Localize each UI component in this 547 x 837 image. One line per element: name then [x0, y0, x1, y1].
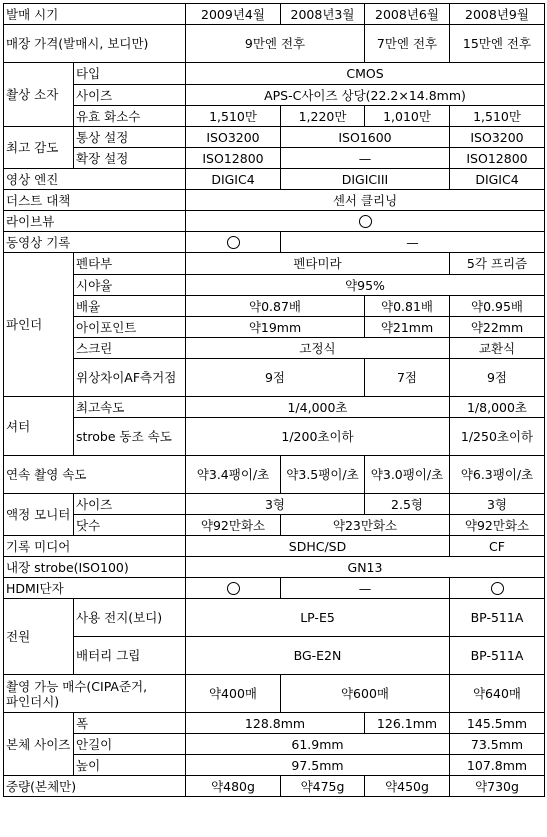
table-cell: 7만엔 전후	[365, 25, 450, 63]
row-label: 라이브뷰	[4, 211, 186, 232]
finder-mag-row	[4, 296, 545, 317]
table-cell: 약92만화소	[186, 515, 281, 536]
liveview-row	[4, 211, 545, 232]
circle-mark-icon	[491, 582, 504, 595]
row-label: 촬영 가능 매수(CIPA준거, 파인더시)	[4, 675, 186, 713]
row-label: 확장 설정	[74, 148, 186, 169]
body-width-row	[4, 713, 545, 734]
shutter-sync-row	[4, 418, 545, 456]
table-cell: 107.8mm	[450, 755, 545, 776]
row-label: 매장 가격(발매시, 보디만)	[4, 25, 186, 63]
table-cell: APS-C사이즈 상당(22.2×14.8mm)	[186, 85, 545, 106]
price-row	[4, 25, 545, 63]
power-grip-row	[4, 637, 545, 675]
body-height-row	[4, 755, 545, 776]
table-cell: 1/200초이하	[186, 418, 450, 456]
table-cell	[186, 211, 545, 232]
table-cell: 61.9mm	[186, 734, 450, 755]
table-cell	[186, 232, 281, 253]
table-cell: BP-511A	[450, 599, 545, 637]
group-label: 셔터	[4, 397, 74, 456]
strobe-row	[4, 557, 545, 578]
table-cell: BG-E2N	[186, 637, 450, 675]
table-cell: 약3.4팽이/초	[186, 456, 281, 494]
spec-table-container	[3, 3, 545, 797]
table-cell: 약92만화소	[450, 515, 545, 536]
circle-mark-icon	[227, 582, 240, 595]
table-cell: ISO12800	[186, 148, 281, 169]
table-cell: 3형	[186, 494, 365, 515]
group-label: 본체 사이즈	[4, 713, 74, 776]
table-cell: 약400매	[186, 675, 281, 713]
burst-row	[4, 456, 545, 494]
table-cell: BP-511A	[450, 637, 545, 675]
finder-screen-row	[4, 338, 545, 359]
row-label: 사용 전지(보디)	[74, 599, 186, 637]
row-label: 아이포인트	[74, 317, 186, 338]
media-row	[4, 536, 545, 557]
table-cell: 약640매	[450, 675, 545, 713]
header-cell: 2009년4월	[186, 4, 281, 25]
table-cell: —	[281, 232, 545, 253]
table-cell: 교환식	[450, 338, 545, 359]
row-label: 기록 미디어	[4, 536, 186, 557]
table-cell: 126.1mm	[365, 713, 450, 734]
table-cell: 약0.87배	[186, 296, 365, 317]
table-cell: 5각 프리즘	[450, 253, 545, 275]
table-cell: 약95%	[186, 275, 545, 296]
table-cell: 97.5mm	[186, 755, 450, 776]
table-cell: ISO1600	[281, 127, 450, 148]
row-label: 사이즈	[74, 85, 186, 106]
row-label: 최고속도	[74, 397, 186, 418]
table-cell: LP-E5	[186, 599, 450, 637]
row-label: 펜타부	[74, 253, 186, 275]
row-label: 타입	[74, 63, 186, 85]
table-cell: 2.5형	[365, 494, 450, 515]
sensor-pixels-row	[4, 106, 545, 127]
table-cell: DIGIC4	[450, 169, 545, 190]
table-cell: 센서 클리닝	[186, 190, 545, 211]
row-label: 동영상 기록	[4, 232, 186, 253]
table-cell: 145.5mm	[450, 713, 545, 734]
circle-mark-icon	[227, 236, 240, 249]
sensor-size-row	[4, 85, 545, 106]
iso-ext-row	[4, 148, 545, 169]
group-label: 전원	[4, 599, 74, 675]
body-depth-row	[4, 734, 545, 755]
table-cell: 약19mm	[186, 317, 365, 338]
circle-mark-icon	[359, 215, 372, 228]
dust-row	[4, 190, 545, 211]
finder-coverage-row	[4, 275, 545, 296]
engine-row	[4, 169, 545, 190]
table-cell: 73.5mm	[450, 734, 545, 755]
sensor-type-row	[4, 63, 545, 85]
header-cell: 2008년9월	[450, 4, 545, 25]
table-cell: 약600매	[281, 675, 450, 713]
row-label: 스크린	[74, 338, 186, 359]
table-cell: 3형	[450, 494, 545, 515]
finder-prism-row	[4, 253, 545, 275]
table-cell: SDHC/SD	[186, 536, 450, 557]
table-cell: 약450g	[365, 776, 450, 797]
table-cell: 고정식	[186, 338, 450, 359]
table-cell: 약22mm	[450, 317, 545, 338]
table-cell	[186, 578, 281, 599]
hdmi-row	[4, 578, 545, 599]
table-cell: 9점	[186, 359, 365, 397]
table-cell: 7점	[365, 359, 450, 397]
row-label: 유효 화소수	[74, 106, 186, 127]
row-label: 위상차이AF측거점	[74, 359, 186, 397]
table-cell: 128.8mm	[186, 713, 365, 734]
lcd-dots-row	[4, 515, 545, 536]
group-label: 최고 감도	[4, 127, 74, 169]
finder-eyepoint-row	[4, 317, 545, 338]
row-label: HDMI단자	[4, 578, 186, 599]
table-cell: 1,510만	[450, 106, 545, 127]
table-cell: 약21mm	[365, 317, 450, 338]
shutter-max-row	[4, 397, 545, 418]
table-cell: 9점	[450, 359, 545, 397]
table-cell: 약0.95배	[450, 296, 545, 317]
header-label: 발매 시기	[4, 4, 186, 25]
table-cell: 9만엔 전후	[186, 25, 365, 63]
group-label: 액정 모니터	[4, 494, 74, 536]
table-cell: 1/4,000초	[186, 397, 450, 418]
movie-row	[4, 232, 545, 253]
table-cell: 약3.0팽이/초	[365, 456, 450, 494]
table-cell: 1,510만	[186, 106, 281, 127]
table-cell: ISO3200	[450, 127, 545, 148]
row-label: 사이즈	[74, 494, 186, 515]
table-cell: 약6.3팽이/초	[450, 456, 545, 494]
row-label: 중량(본체만)	[4, 776, 186, 797]
header-cell: 2008년3월	[281, 4, 365, 25]
table-cell: —	[281, 578, 450, 599]
table-cell: ISO12800	[450, 148, 545, 169]
table-cell: 약3.5팽이/초	[281, 456, 365, 494]
row-label: 폭	[74, 713, 186, 734]
row-label: 배터리 그립	[74, 637, 186, 675]
row-label: 더스트 대책	[4, 190, 186, 211]
row-label: 안길이	[74, 734, 186, 755]
lcd-size-row	[4, 494, 545, 515]
group-label: 촬상 소자	[4, 63, 74, 127]
table-cell: DIGICIII	[281, 169, 450, 190]
group-label: 파인더	[4, 253, 74, 397]
row-label: 닷수	[74, 515, 186, 536]
table-cell: 약730g	[450, 776, 545, 797]
table-cell: 약480g	[186, 776, 281, 797]
table-cell: 약23만화소	[281, 515, 450, 536]
table-cell: 1,010만	[365, 106, 450, 127]
row-label: 통상 설정	[74, 127, 186, 148]
table-cell: ISO3200	[186, 127, 281, 148]
table-cell: CMOS	[186, 63, 545, 85]
table-cell: 약475g	[281, 776, 365, 797]
table-cell: 펜타미라	[186, 253, 450, 275]
camera-spec-table	[3, 3, 545, 797]
row-label: 시야율	[74, 275, 186, 296]
row-label: 영상 엔진	[4, 169, 186, 190]
table-cell: —	[281, 148, 450, 169]
table-cell: 약0.81배	[365, 296, 450, 317]
table-cell: GN13	[186, 557, 545, 578]
row-label: 배율	[74, 296, 186, 317]
finder-af-row	[4, 359, 545, 397]
table-cell: 15만엔 전후	[450, 25, 545, 63]
table-cell: 1/8,000초	[450, 397, 545, 418]
table-cell	[450, 578, 545, 599]
shots-row	[4, 675, 545, 713]
header-row	[4, 4, 545, 25]
table-cell: CF	[450, 536, 545, 557]
table-cell: DIGIC4	[186, 169, 281, 190]
table-cell: 1/250초이하	[450, 418, 545, 456]
row-label: strobe 동조 속도	[74, 418, 186, 456]
weight-row	[4, 776, 545, 797]
header-cell: 2008년6월	[365, 4, 450, 25]
row-label: 연속 촬영 속도	[4, 456, 186, 494]
row-label: 내장 strobe(ISO100)	[4, 557, 186, 578]
iso-normal-row	[4, 127, 545, 148]
table-cell: 1,220만	[281, 106, 365, 127]
power-battery-row	[4, 599, 545, 637]
row-label: 높이	[74, 755, 186, 776]
